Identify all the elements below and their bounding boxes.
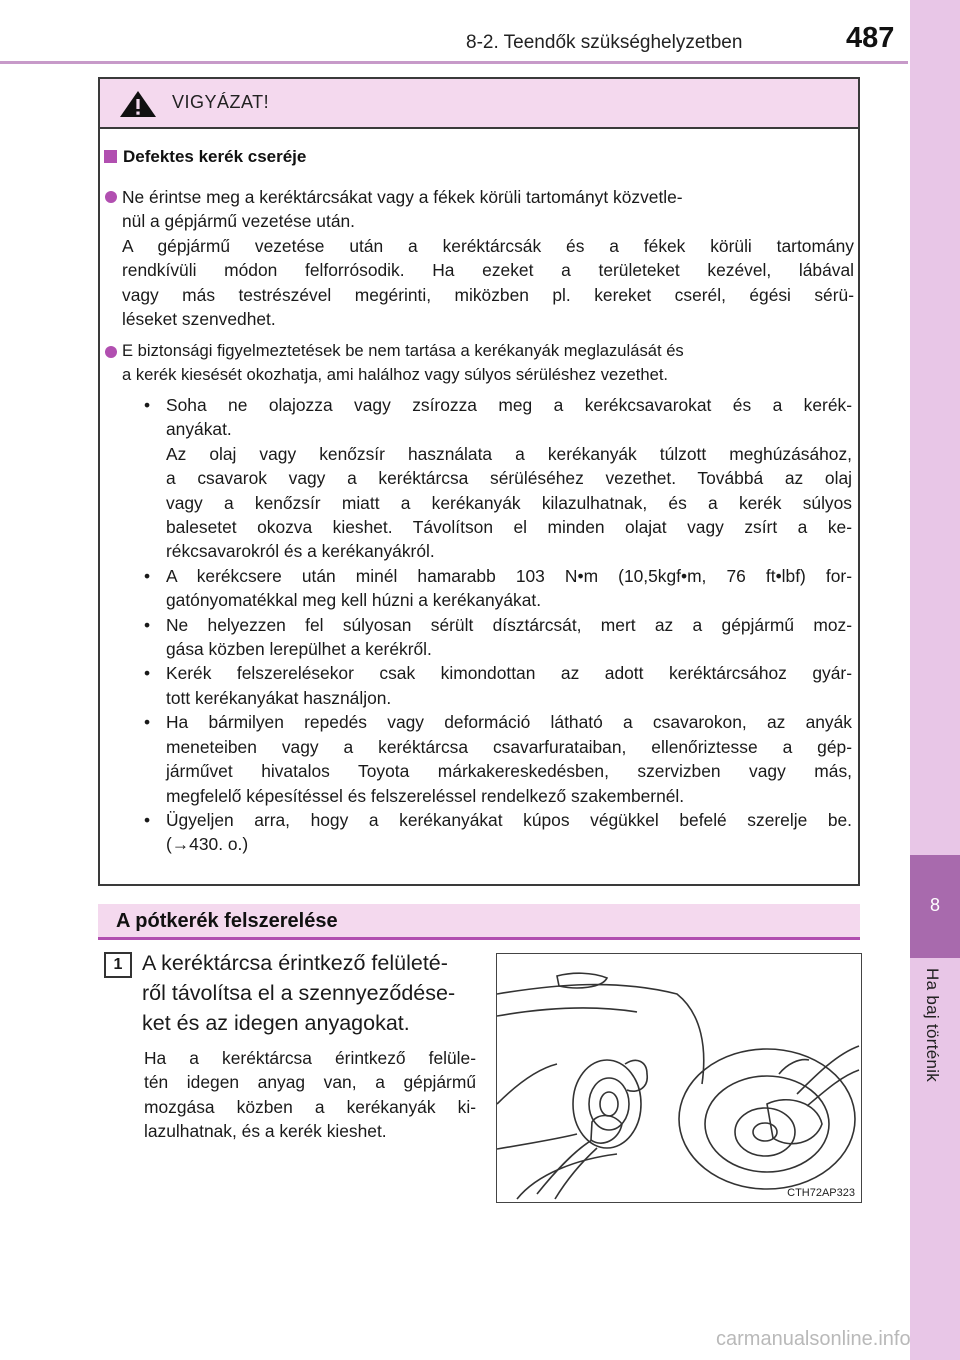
wheel-cleaning-illustration xyxy=(496,953,862,1203)
text-line: Ügyeljen arra, hogy a kerékanyákat kúpos végükkel befelé szerelje be. xyxy=(166,809,852,830)
text-line: vagy a kenőzsír miatt a kerékanyák kilazulhatnak, és a kerék súlyos xyxy=(166,492,852,513)
page-number: 487 xyxy=(846,22,895,54)
list-item xyxy=(122,710,852,808)
list-item xyxy=(122,661,852,710)
chapter-label: Ha baj történik xyxy=(923,968,942,1083)
text-line: ről távolítsa el a szennyeződése- xyxy=(142,981,456,1005)
text-line: megfelelő képesítéssel és felszereléssel rendelkező szakembernél. xyxy=(166,785,685,806)
text-line: E biztonsági figyelmeztetések be nem tartása a kerékanyák meglazulását és xyxy=(122,341,684,360)
list-dot: • xyxy=(144,712,151,733)
text-line: Soha ne olajozza vagy zsírozza meg a kerékcsavarokat és a kerék- xyxy=(166,395,852,415)
square-bullet-icon xyxy=(104,150,117,163)
text-line: Az olaj vagy kenőzsír használata a kerékanyák túlzott meghúzásához, xyxy=(166,443,852,464)
list-dot: • xyxy=(144,395,151,415)
chapter-side-tab xyxy=(910,0,960,1360)
text-line: meneteiben vagy a keréktárcsa csavarfurataiban, ellenőriztesse a gép- xyxy=(166,736,852,757)
text-line: A keréktárcsa érintkező felületé- xyxy=(142,951,448,975)
header-rule xyxy=(0,61,908,64)
step-instruction xyxy=(142,948,478,1038)
text-line: Ne helyezzen fel súlyosan sérült dísztárcsát, mert az a gépjármű moz- xyxy=(166,614,852,635)
watermark: carmanualsonline.info xyxy=(716,1328,911,1350)
text-line: gatónyomatékkal meg kell húzni a kerékanyákat. xyxy=(166,590,542,611)
list-item xyxy=(122,808,852,857)
list-item xyxy=(122,393,852,564)
text-line: lazulhatnak, és a kerék kieshet. xyxy=(144,1121,387,1142)
text-line: a kerék kiesését okozhatja, ami halálhoz vagy súlyos sérüléshez vezethet. xyxy=(122,365,669,385)
text-line: tén idegen anyag van, a gépjármű xyxy=(144,1072,476,1093)
text-line: léseket szenvedhet. xyxy=(122,309,276,330)
round-bullet-icon xyxy=(105,346,117,358)
caution-subheading: Defektes kerék cseréje xyxy=(104,147,306,167)
text-line: a csavarok vagy a keréktárcsa sérüléséhez vezethet. Továbbá az olaj xyxy=(166,468,852,489)
chapter-number: 8 xyxy=(929,895,940,915)
round-bullet-icon xyxy=(105,191,117,203)
illustration-code: CTH72AP323 xyxy=(787,1187,855,1199)
text-line: Ne érintse meg a keréktárcsákat vagy a fékek körüli tartományt közvetle- xyxy=(122,187,683,207)
text-line: mozgása közben a kerékanyák ki- xyxy=(144,1096,476,1117)
text-line: Ha a keréktárcsa érintkező felüle- xyxy=(144,1048,476,1068)
text-line: (→430. o.) xyxy=(166,834,249,855)
list-item xyxy=(122,613,852,662)
caution-bullet-1 xyxy=(122,185,854,331)
list-dot: • xyxy=(144,565,151,586)
procedure-heading-bar xyxy=(98,904,860,940)
caution-header xyxy=(100,79,858,129)
caution-bullet-2 xyxy=(122,339,856,388)
text-line: ket és az idegen anyagokat. xyxy=(142,1011,410,1035)
step-number-badge: 1 xyxy=(104,952,132,978)
warning-triangle-icon xyxy=(118,89,158,119)
text-line: A gépjármű vezetése után a keréktárcsák és a fékek körüli tartomány xyxy=(122,235,854,256)
text-line: tott kerékanyákat használjon. xyxy=(166,687,392,708)
caution-title: VIGYÁZAT! xyxy=(172,92,270,112)
text-line: balesetet okozva kieshet. Távolítson el minden olajat vagy zsírt a ke- xyxy=(166,517,852,538)
list-item xyxy=(122,564,852,613)
caution-sub-list xyxy=(122,393,852,857)
text-line: Ha bármilyen repedés vagy deformáció látható a csavarokon, az anyák xyxy=(166,712,852,733)
list-dot: • xyxy=(144,809,151,830)
section-title: 8-2. Teendők szükséghelyzetben xyxy=(466,32,743,53)
caution-box xyxy=(98,77,860,886)
list-dot: • xyxy=(144,663,151,684)
wheel-illustration-drawing xyxy=(497,954,861,1202)
text-line: nül a gépjármű vezetése után. xyxy=(122,211,355,232)
procedure-title: A pótkerék felszerelése xyxy=(116,910,338,932)
text-line: Kerék felszerelésekor csak kimondottan az adott keréktárcsához gyár- xyxy=(166,663,852,684)
text-line: járművet hivatalos Toyota márkakereskedésben, szervizben vagy más, xyxy=(166,761,852,782)
text-line: anyákat. xyxy=(166,419,232,440)
text-line: rékcsavarokról és a kerékanyákról. xyxy=(166,541,435,562)
text-line: vagy más testrészével megérinti, miközben pl. kereket cserél, égési sérü- xyxy=(122,284,854,305)
step-note xyxy=(144,1046,476,1144)
text-line: gása közben lerepülhet a kerékről. xyxy=(166,639,432,660)
text-line: rendkívüli módon felforrósodik. Ha ezeket a területeket kezével, lábával xyxy=(122,260,854,281)
text-line: A kerékcsere után minél hamarabb 103 N•m (10,5kgf•m, 76 ft•lbf) for- xyxy=(166,565,852,586)
list-dot: • xyxy=(144,614,151,635)
